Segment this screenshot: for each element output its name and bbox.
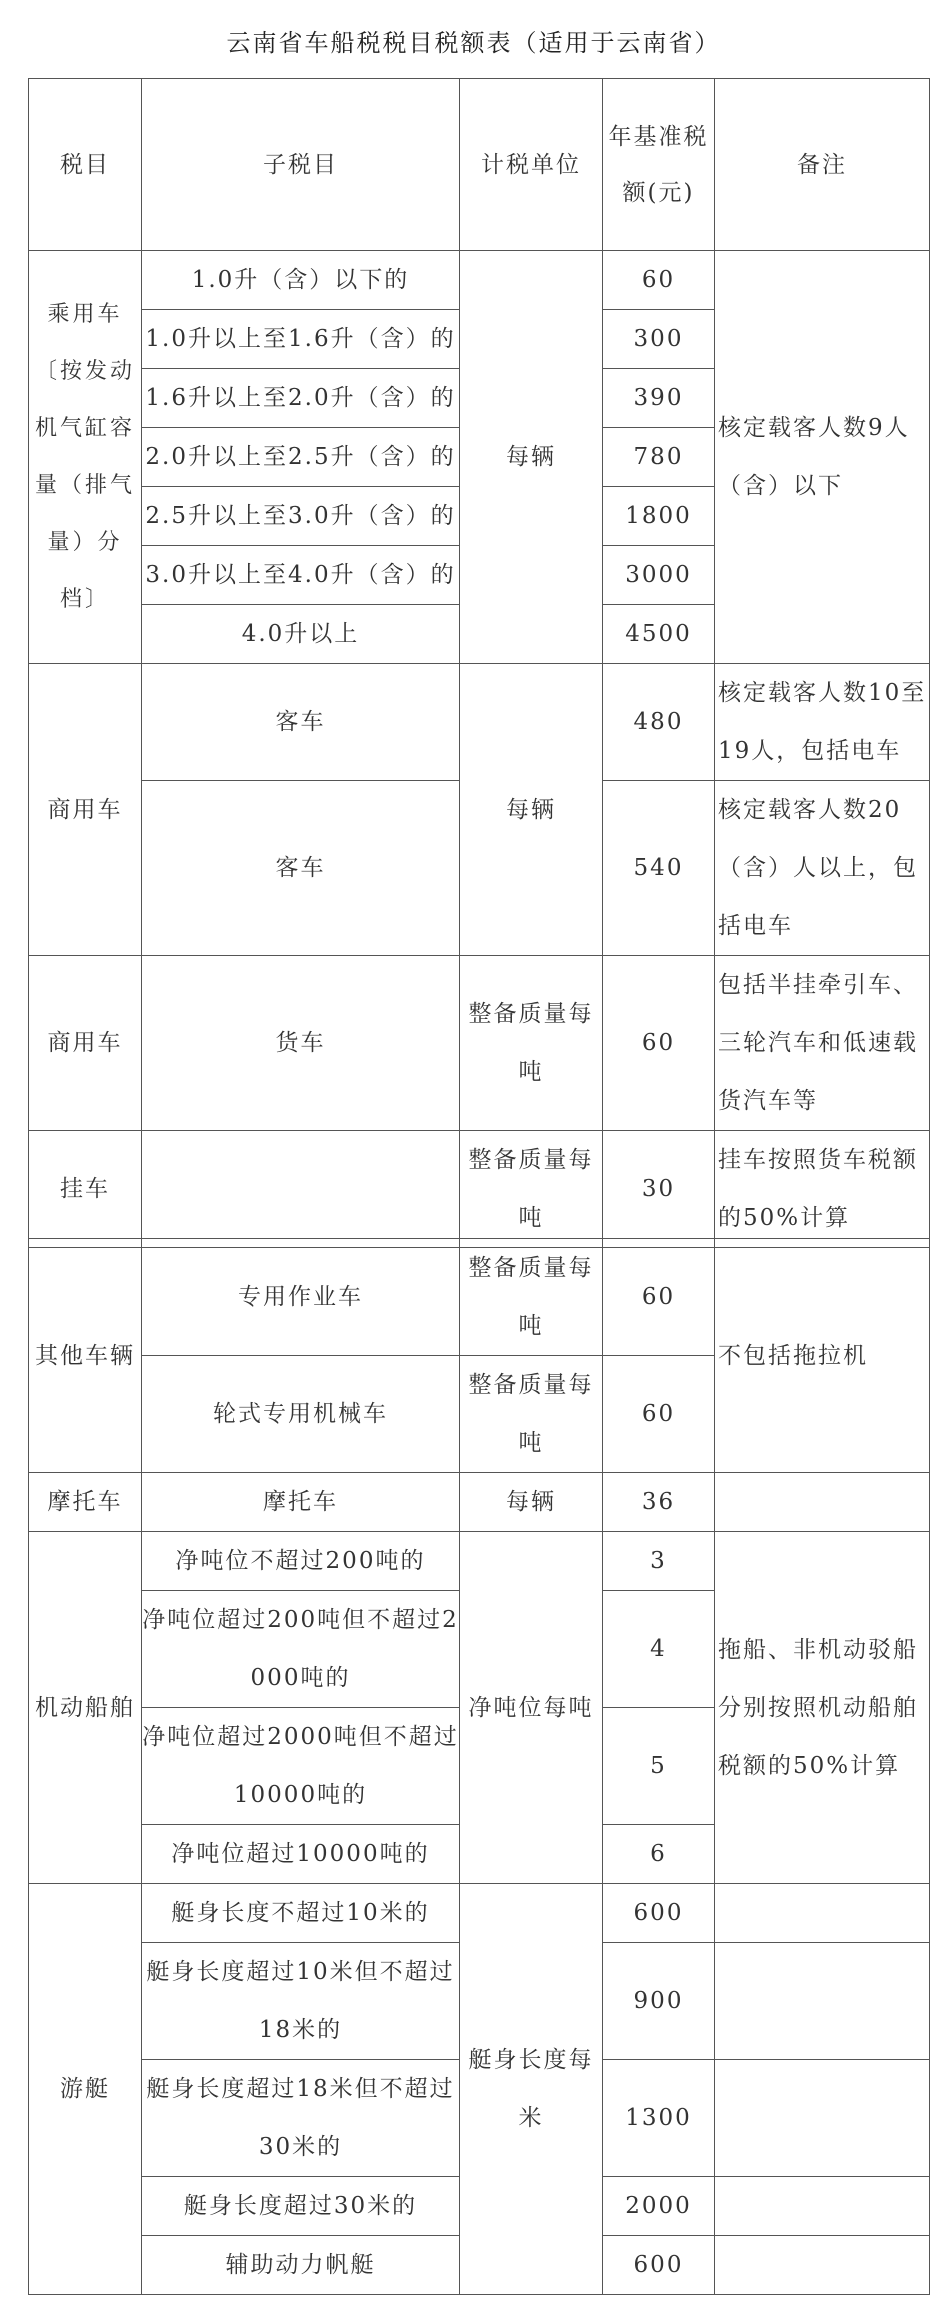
tax-cell: 6 xyxy=(603,1825,715,1884)
remark-cell: 不包括拖拉机 xyxy=(715,1239,930,1473)
tax-cell: 4500 xyxy=(603,605,715,664)
unit-cell: 每辆 xyxy=(460,1473,603,1532)
tax-cell: 5 xyxy=(603,1708,715,1825)
subcategory-cell: 净吨位超过10000吨的 xyxy=(142,1825,460,1884)
unit-cell: 每辆 xyxy=(460,251,603,664)
table-row xyxy=(29,251,930,310)
category-commercial-truck: 商用车 xyxy=(29,956,142,1131)
subcategory-cell: 客车 xyxy=(142,664,460,781)
tax-cell: 780 xyxy=(603,428,715,487)
table-row xyxy=(29,1131,930,1248)
remark-cell xyxy=(715,2060,930,2177)
table-row xyxy=(29,1239,930,1356)
tax-cell: 60 xyxy=(603,251,715,310)
tax-cell: 540 xyxy=(603,781,715,956)
category-passenger: 乘用车〔按发动机气缸容量（排气量）分档〕 xyxy=(29,251,142,664)
remark-cell xyxy=(715,2236,930,2295)
page-title: 云南省车船税税目税额表（适用于云南省） xyxy=(226,29,721,57)
category-motorcycle: 摩托车 xyxy=(29,1473,142,1532)
unit-cell: 艇身长度每米 xyxy=(460,1884,603,2295)
tax-cell: 3000 xyxy=(603,546,715,605)
tax-cell: 60 xyxy=(603,1356,715,1473)
category-trailer: 挂车 xyxy=(29,1131,142,1248)
subcategory-cell: 1.6升以上至2.0升（含）的 xyxy=(142,369,460,428)
tax-cell: 480 xyxy=(603,664,715,781)
remark-cell xyxy=(715,1884,930,1943)
subcategory-cell: 轮式专用机械车 xyxy=(142,1356,460,1473)
subcategory-cell: 2.0升以上至2.5升（含）的 xyxy=(142,428,460,487)
category-motor-vessel: 机动船舶 xyxy=(29,1532,142,1884)
header-annual-tax: 年基准税额(元) xyxy=(603,79,715,251)
unit-cell: 整备质量每吨 xyxy=(460,1356,603,1473)
remark-cell: 挂车按照货车税额的50%计算 xyxy=(715,1131,930,1248)
subcategory-cell: 4.0升以上 xyxy=(142,605,460,664)
header-unit: 计税单位 xyxy=(460,79,603,251)
remark-cell xyxy=(715,2177,930,2236)
subcategory-cell: 艇身长度超过30米的 xyxy=(142,2177,460,2236)
subcategory-cell: 辅助动力帆艇 xyxy=(142,2236,460,2295)
tax-cell: 36 xyxy=(603,1473,715,1532)
tax-cell: 900 xyxy=(603,1943,715,2060)
tax-cell: 2000 xyxy=(603,2177,715,2236)
subcategory-cell: 客车 xyxy=(142,781,460,956)
subcategory-cell: 1.0升（含）以下的 xyxy=(142,251,460,310)
unit-cell: 整备质量每吨 xyxy=(460,1131,603,1248)
tax-cell: 3 xyxy=(603,1532,715,1591)
remark-cell: 拖船、非机动驳船分别按照机动船舶税额的50%计算 xyxy=(715,1532,930,1884)
tax-cell: 4 xyxy=(603,1591,715,1708)
tax-cell: 600 xyxy=(603,1884,715,1943)
remark-cell: 核定载客人数10至19人，包括电车 xyxy=(715,664,930,781)
table-row xyxy=(29,664,930,781)
subcategory-cell: 2.5升以上至3.0升（含）的 xyxy=(142,487,460,546)
remark-cell xyxy=(715,1943,930,2060)
category-yacht: 游艇 xyxy=(29,1884,142,2295)
subcategory-cell: 3.0升以上至4.0升（含）的 xyxy=(142,546,460,605)
tax-table-part-1 xyxy=(28,78,930,1248)
remark-cell: 核定载客人数9人（含）以下 xyxy=(715,251,930,664)
table-row xyxy=(29,1884,930,1943)
remark-cell: 核定载客人数20（含）人以上，包括电车 xyxy=(715,781,930,956)
subcategory-cell: 1.0升以上至1.6升（含）的 xyxy=(142,310,460,369)
tax-cell: 60 xyxy=(603,956,715,1131)
subcategory-cell: 净吨位不超过200吨的 xyxy=(142,1532,460,1591)
category-commercial-bus: 商用车 xyxy=(29,664,142,956)
tax-cell: 30 xyxy=(603,1131,715,1248)
header-subcategory: 子税目 xyxy=(142,79,460,251)
unit-cell: 每辆 xyxy=(460,664,603,956)
subcategory-cell: 净吨位超过200吨但不超过2000吨的 xyxy=(142,1591,460,1708)
tax-cell: 600 xyxy=(603,2236,715,2295)
table-row xyxy=(29,1532,930,1591)
tax-cell: 300 xyxy=(603,310,715,369)
category-other-vehicles: 其他车辆 xyxy=(29,1239,142,1473)
table-header-row xyxy=(29,79,930,251)
remark-cell xyxy=(715,1473,930,1532)
table-row xyxy=(29,1473,930,1532)
subcategory-cell: 艇身长度超过10米但不超过18米的 xyxy=(142,1943,460,2060)
tax-cell: 60 xyxy=(603,1239,715,1356)
subcategory-cell: 货车 xyxy=(142,956,460,1131)
header-category: 税目 xyxy=(29,79,142,251)
subcategory-cell: 专用作业车 xyxy=(142,1239,460,1356)
subcategory-cell xyxy=(142,1131,460,1248)
subcategory-cell: 艇身长度超过18米但不超过30米的 xyxy=(142,2060,460,2177)
subcategory-cell: 净吨位超过2000吨但不超过10000吨的 xyxy=(142,1708,460,1825)
tax-cell: 390 xyxy=(603,369,715,428)
remark-cell: 包括半挂牵引车、三轮汽车和低速载货汽车等 xyxy=(715,956,930,1131)
tax-cell: 1800 xyxy=(603,487,715,546)
header-remark: 备注 xyxy=(715,79,930,251)
table-row xyxy=(29,956,930,1131)
unit-cell: 整备质量每吨 xyxy=(460,956,603,1131)
tax-cell: 1300 xyxy=(603,2060,715,2177)
subcategory-cell: 摩托车 xyxy=(142,1473,460,1532)
subcategory-cell: 艇身长度不超过10米的 xyxy=(142,1884,460,1943)
unit-cell: 净吨位每吨 xyxy=(460,1532,603,1884)
unit-cell: 整备质量每吨 xyxy=(460,1239,603,1356)
tax-table-part-2 xyxy=(28,1238,930,2295)
